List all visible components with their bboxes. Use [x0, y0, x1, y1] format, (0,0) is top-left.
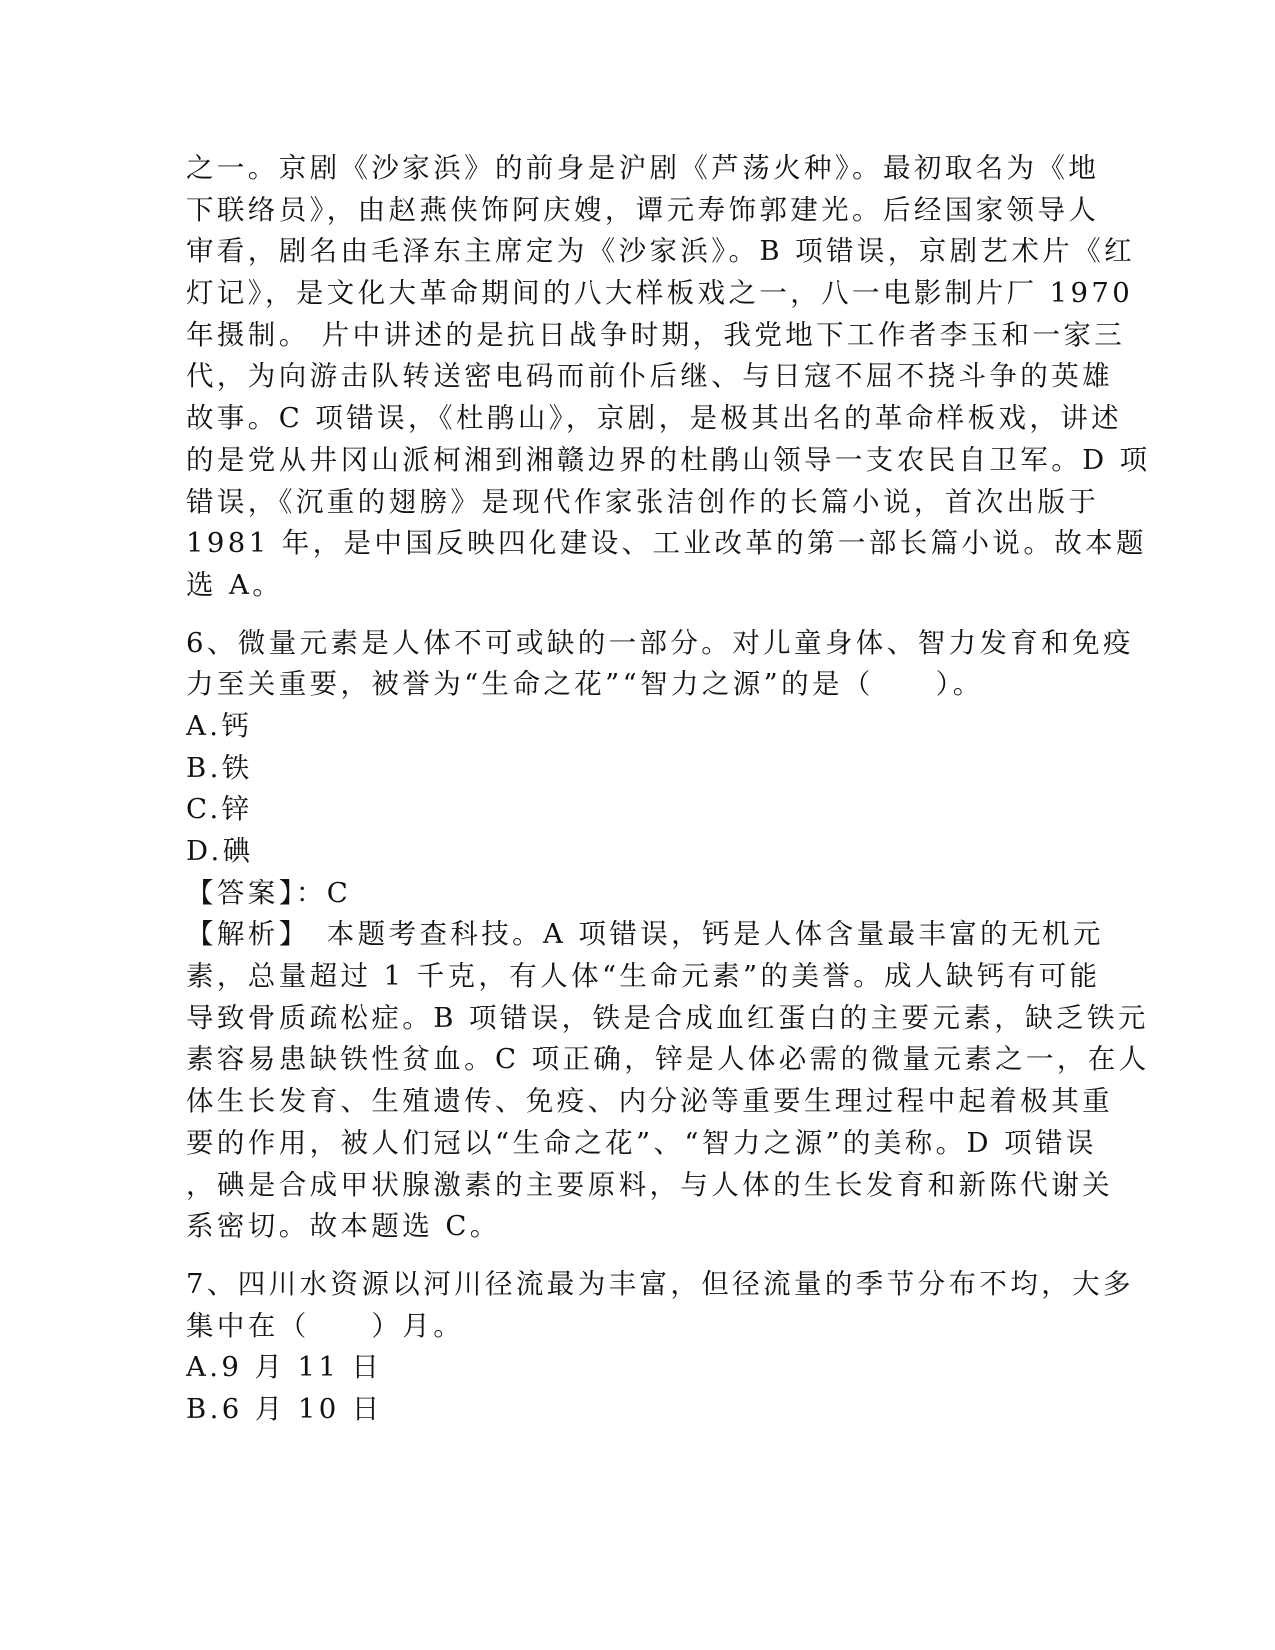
q5-analysis-continuation: [186, 148, 1151, 607]
analysis-line: 系密切。故本题选 C。: [186, 1210, 501, 1243]
paragraph-line: 之一。京剧《沙家浜》的前身是沪剧《芦荡火种》。最初取名为《地: [186, 152, 1100, 184]
analysis-line: 素，总量超过 1 千克，有人体“生命元素”的美誉。成人缺钙有可能: [186, 960, 1101, 993]
analysis-line: 【解析】 本题考查科技。A 项错误，钙是人体含量最丰富的无机元: [186, 918, 1104, 951]
paragraph-line: 1981 年，是中国反映四化建设、工业改革的第一部长篇小说。故本题: [186, 527, 1147, 560]
paragraph-line: 年摄制。 片中讲述的是抗日战争时期，我党地下工作者李玉和一家三: [186, 318, 1126, 351]
option-a: A.钙: [186, 709, 253, 742]
analysis-line: 导致骨质疏松症。B 项错误，铁是合成血红蛋白的主要元素，缺乏铁元: [186, 1001, 1149, 1034]
option-c: C.锌: [186, 793, 253, 826]
option-b: B.6 月 10 日: [186, 1392, 383, 1425]
paragraph-line: 故事。C 项错误，《杜鹃山》，京剧，是极其出名的革命样板戏，讲述: [186, 402, 1123, 435]
analysis-line: ，碘是合成甲状腺激素的主要原料，与人体的生长发育和新陈代谢关: [186, 1168, 1113, 1201]
paragraph-line: 下联络员》，由赵燕侠饰阿庆嫂，谭元寿饰郭建光。后经国家领导人: [186, 193, 1100, 226]
option-b: B.铁: [186, 751, 253, 784]
option-a: A.9 月 11 日: [186, 1351, 383, 1384]
question-stem-line: 7、四川水资源以河川径流最为丰富，但径流量的季节分布不均，大多: [186, 1267, 1134, 1300]
analysis-line: 体生长发育、生殖遗传、免疫、内分泌等重要生理过程中起着极其重: [186, 1085, 1113, 1118]
spacer: [186, 1248, 1086, 1264]
question-7: [186, 1264, 1134, 1431]
spacer: [186, 607, 1086, 623]
question-6: [186, 623, 1150, 1248]
paragraph-line: 选 A。: [186, 568, 284, 601]
question-stem-line: 力至关重要，被誉为“生命之花”“智力之源”的是（ ）。: [186, 668, 984, 701]
option-d: D.碘: [186, 835, 254, 867]
paragraph-line: 的是党从井冈山派柯湘到湘赣边界的杜鹃山领导一支农民自卫军。D 项: [186, 443, 1151, 476]
paragraph-line: 代，为向游击队转送密电码而前仆后继、与日寇不屈不挠斗争的英雄: [186, 360, 1113, 393]
paragraph-line: 审看，剧名由毛泽东主席定为《沙家浜》。B 项错误，京剧艺术片《红: [186, 235, 1135, 268]
analysis-line: 要的作用，被人们冠以“生命之花”、“智力之源”的美称。D 项错误: [186, 1126, 1097, 1159]
paragraph-line: 错误，《沉重的翅膀》是现代作家张洁创作的长篇小说，首次出版于: [186, 485, 1100, 518]
analysis-line: 素容易患缺铁性贫血。C 项正确，锌是人体必需的微量元素之一，在人: [186, 1043, 1150, 1076]
question-stem-line: 6、微量元素是人体不可或缺的一部分。对儿童身体、智力发育和免疫: [186, 626, 1134, 659]
text-column: [186, 148, 1151, 1431]
paragraph-line: 灯记》，是文化大革命期间的八大样板戏之一，八一电影制片厂 1970: [186, 277, 1134, 310]
answer-line: 【答案】：C: [186, 876, 352, 909]
question-stem-line: 集中在（ ）月。: [186, 1309, 465, 1342]
